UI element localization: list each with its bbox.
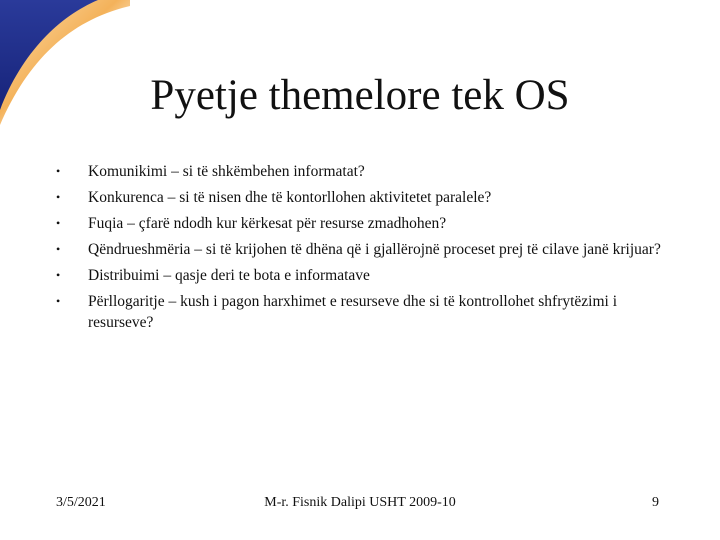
bullet-marker: •	[56, 164, 61, 178]
bullet-marker: •	[56, 294, 61, 308]
bullet-text: Përllogaritje – kush i pagon harxhimet e resurseve dhe si të kontrollohet shfrytëzimi i resurseve?	[88, 293, 618, 331]
bullet-item-persistence	[56, 239, 666, 260]
slide-title: Pyetje themelore tek OS	[150, 72, 570, 119]
bullet-list	[56, 161, 666, 338]
bullet-text: Fuqia – çfarë ndodh kur kërkesat për resurse zmadhohen?	[88, 215, 447, 232]
bullet-text: Konkurenca – si të nisen dhe të kontorllohen aktivitetet paralele?	[88, 189, 492, 206]
bullet-marker: •	[56, 216, 61, 230]
page-number: 9	[652, 495, 659, 510]
bullet-text: Qëndrueshmëria – si të krijohen të dhëna që i gjallërojnë proceset prej të cilave janë krijuar?	[88, 241, 661, 258]
bullet-marker: •	[56, 242, 61, 256]
bullet-item-scalability	[56, 213, 666, 234]
bullet-item-accounting	[56, 291, 666, 333]
bullet-marker: •	[56, 268, 61, 282]
bullet-item-communication	[56, 161, 666, 182]
bullet-marker: •	[56, 190, 61, 204]
bullet-text: Komunikimi – si të shkëmbehen informatat?	[88, 163, 365, 180]
footer-author: M-r. Fisnik Dalipi USHT 2009-10	[264, 495, 456, 510]
footer-date: 3/5/2021	[56, 495, 106, 510]
bullet-text: Distribuimi – qasje deri te bota e informatave	[88, 267, 370, 284]
bullet-item-concurrency	[56, 187, 666, 208]
bullet-item-distribution	[56, 265, 666, 286]
